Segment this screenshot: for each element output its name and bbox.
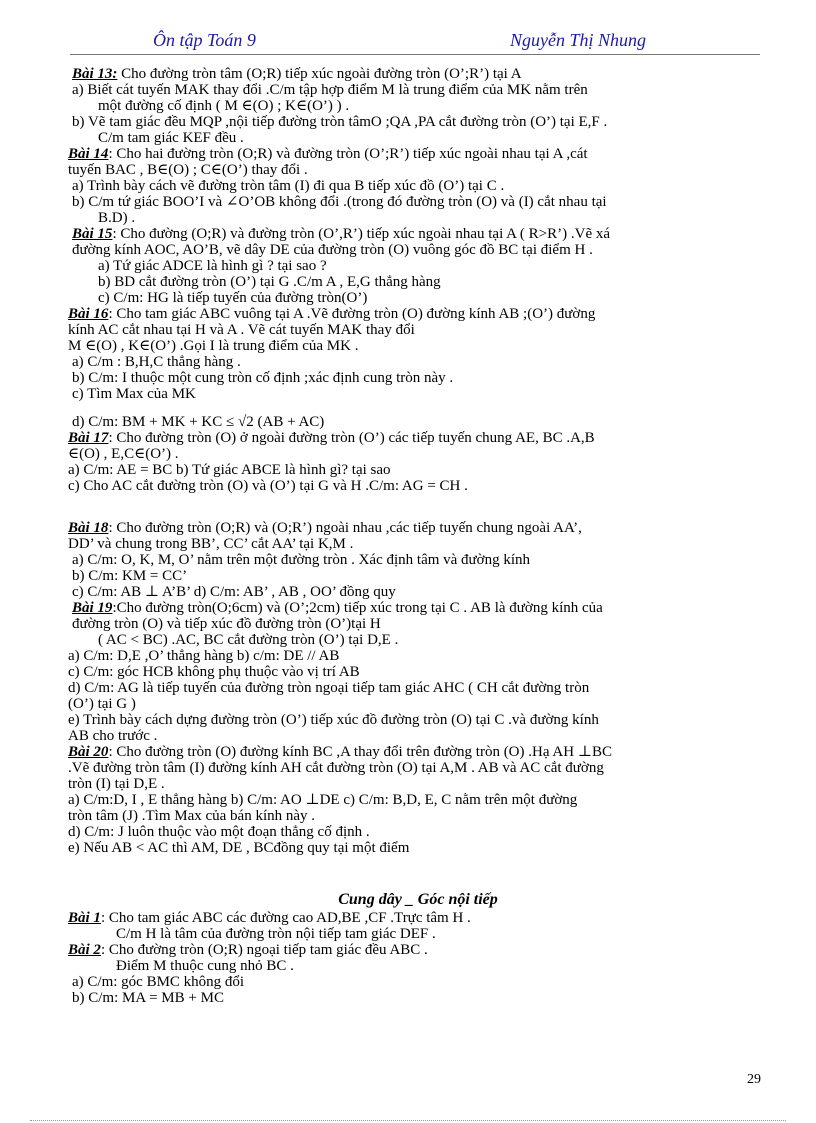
text-line <box>68 242 768 258</box>
header-rule <box>70 54 760 55</box>
exercise-heading <box>68 600 768 616</box>
line-text: :Cho đường tròn(O;6cm) và (O’;2cm) tiếp xúc trong tại C . AB là đường kính của <box>112 600 603 616</box>
line-text: b) C/m tứ giác BOO’I và ∠O’OB không đổi .(trong đó đường tròn (O) và (I) cắt nhau tại <box>72 194 607 210</box>
line-text: đường kính AOC, AO’B, vẽ dây DE của đường tròn (O) vuông góc đồ BC tại điểm H . <box>72 242 593 258</box>
line-text: tròn tâm (J) .Tìm Max của bán kính này . <box>68 808 316 824</box>
exercise-heading <box>68 226 768 242</box>
exercise-label: Bài 15 <box>72 226 113 242</box>
line-text: a) Trình bày cách vẽ đường tròn tâm (I) đi qua B tiếp xúc đồ (O’) tại C . <box>72 178 505 194</box>
text-line <box>68 258 768 274</box>
line-text: a) Tứ giác ADCE là hình gì ? tại sao ? <box>98 258 327 274</box>
line-text: a) C/m: góc BMC không đổi <box>72 974 245 990</box>
line-text: : Cho tam giác ABC các đường cao AD,BE ,CF .Trực tâm H . <box>100 910 471 926</box>
text-line <box>68 552 768 568</box>
text-line <box>68 696 768 712</box>
exercise-label: Bài 18 <box>68 520 109 536</box>
text-line <box>68 664 768 680</box>
exercise-block <box>68 66 768 856</box>
text-line <box>68 446 768 462</box>
exercise-label: Bài 14 <box>68 146 109 162</box>
line-text: b) C/m: I thuộc một cung tròn cố định ;xác định cung tròn này . <box>72 370 454 386</box>
line-text: Cho đường tròn tâm (O;R) tiếp xúc ngoài đường tròn (O’;R’) tại A <box>117 66 522 82</box>
exercise-heading <box>68 146 768 162</box>
page-header <box>0 30 816 54</box>
text-line <box>68 478 768 494</box>
line-text: a) C/m : B,H,C thẳng hàng . <box>72 354 241 370</box>
exercise-block-2 <box>68 910 768 1006</box>
line-text: : Cho đường (O;R) và đường tròn (O’,R’) tiếp xúc ngoài nhau tại A ( R>R’) .Vẽ xá <box>112 226 611 242</box>
text-line <box>68 990 768 1006</box>
exercise-label: Bài 20 <box>68 744 109 760</box>
line-text: đường tròn (O) và tiếp xúc đồ đường tròn (O’)tại H <box>72 616 381 632</box>
line-text: b) Vẽ tam giác đều MQP ,nội tiếp đường tròn tâmO ;QA ,PA cắt đường tròn (O’) tại E,F . <box>72 114 608 130</box>
text-line <box>68 584 768 600</box>
line-gap <box>68 494 768 520</box>
line-text: b) C/m: KM = CC’ <box>72 568 188 584</box>
line-text: : Cho đường tròn (O) đường kính BC ,A thay đổi trên đường tròn (O) .Hạ AH ⊥BC <box>108 744 612 760</box>
text-line <box>68 728 768 744</box>
line-text: : Cho đường tròn (O;R) ngoại tiếp tam giác đều ABC . <box>100 942 428 958</box>
line-text: c) Tìm Max của MK <box>72 386 196 402</box>
text-line <box>68 338 768 354</box>
line-text: a) C/m: O, K, M, O’ nằm trên một đường tròn . Xác định tâm và đường kính <box>72 552 531 568</box>
line-text: b) C/m: MA = MB + MC <box>72 990 224 1006</box>
header-left-title: Ôn tập Toán 9 <box>153 30 256 50</box>
document-body <box>68 66 768 1006</box>
line-text: tròn (I) tại D,E . <box>68 776 165 792</box>
text-line <box>68 98 768 114</box>
text-line <box>68 414 768 430</box>
line-text: e) Trình bày cách dựng đường tròn (O’) tiếp xúc đồ đường tròn (O) tại C .và đường kính <box>68 712 599 728</box>
line-text: : Cho tam giác ABC vuông tại A .Vẽ đường tròn (O) đường kính AB ;(O’) đường <box>108 306 596 322</box>
text-line <box>68 462 768 478</box>
line-text: (O’) tại G ) <box>68 696 136 712</box>
text-line <box>68 648 768 664</box>
line-text: M ∈(O) , K∈(O’) .Gọi I là trung điểm của MK . <box>68 338 359 354</box>
text-line <box>68 210 768 226</box>
line-text: c) C/m: AB ⊥ A’B’ d) C/m: AB’ , AB , OO’ đồng quy <box>72 584 396 600</box>
text-line <box>68 354 768 370</box>
exercise-heading <box>68 942 768 958</box>
text-line <box>68 386 768 402</box>
exercise-label: Bài 19 <box>72 600 113 616</box>
exercise-label: Bài 13: <box>72 66 118 82</box>
text-line <box>68 274 768 290</box>
line-text: : Cho đường tròn (O;R) và (O;R’) ngoài nhau ,các tiếp tuyến chung ngoài AA’, <box>108 520 582 536</box>
line-text: a) Biết cát tuyến MAK thay đổi .C/m tập hợp điểm M là trung điểm của MK nằm trên <box>72 82 588 98</box>
line-text: a) C/m: D,E ,O’ thẳng hàng b) c/m: DE // AB <box>68 648 340 664</box>
line-text: a) C/m: AE = BC b) Tứ giác ABCE là hình gì? tại sao <box>68 462 391 478</box>
text-line <box>68 958 768 974</box>
text-line <box>68 632 768 648</box>
line-text: C/m tam giác KEF đều . <box>98 130 244 146</box>
exercise-heading <box>68 306 768 322</box>
header-author: Nguyễn Thị Nhung <box>510 30 647 50</box>
line-text: a) C/m:D, I , E thẳng hàng b) C/m: AO ⊥DE c) C/m: B,D, E, C nằm trên một đường <box>68 792 578 808</box>
text-line <box>68 840 768 856</box>
line-text: c) C/m: góc HCB không phụ thuộc vào vị trí AB <box>68 664 360 680</box>
exercise-heading <box>68 744 768 760</box>
line-text: kính AC cắt nhau tại H và A . Vẽ cát tuyến MAK thay đổi <box>68 322 415 338</box>
line-text: .Vẽ đường tròn tâm (I) đường kính AH cắt đường tròn (O) tại A,M . AB và AC cắt đường <box>68 760 604 776</box>
text-line <box>68 792 768 808</box>
text-line <box>68 178 768 194</box>
line-text: một đường cố định ( M ∈(O) ; K∈(O’) ) . <box>98 98 350 114</box>
text-line <box>68 974 768 990</box>
line-text: ( AC < BC) .AC, BC cắt đường tròn (O’) tại D,E . <box>98 632 399 648</box>
text-line <box>68 680 768 696</box>
text-line <box>68 926 768 942</box>
text-line <box>68 616 768 632</box>
exercise-heading <box>68 520 768 536</box>
line-text: AB cho trước . <box>68 728 158 744</box>
exercise-label: Bài 16 <box>68 306 109 322</box>
exercise-heading <box>68 66 768 82</box>
text-line <box>68 82 768 98</box>
exercise-label: Bài 17 <box>68 430 109 446</box>
line-text: b) BD cắt đường tròn (O’) tại G .C/m A , E,G thẳng hàng <box>98 274 441 290</box>
line-text: : Cho hai đường tròn (O;R) và đường tròn (O’;R’) tiếp xúc ngoài nhau tại A ,cát <box>108 146 588 162</box>
exercise-label: Bài 2 <box>68 942 101 958</box>
text-line <box>68 290 768 306</box>
text-line <box>68 776 768 792</box>
footer-rule <box>30 1120 786 1121</box>
text-line <box>68 130 768 146</box>
line-text: d) C/m: BM + MK + KC ≤ √2 (AB + AC) <box>72 414 325 430</box>
text-line <box>68 162 768 178</box>
text-line <box>68 370 768 386</box>
line-text: c) Cho AC cắt đường tròn (O) và (O’) tại G và H .C/m: AG = CH . <box>68 478 468 494</box>
text-line <box>68 808 768 824</box>
text-line <box>68 114 768 130</box>
exercise-heading <box>68 430 768 446</box>
text-line <box>68 194 768 210</box>
text-line <box>68 760 768 776</box>
line-text: ∈(O) , E,C∈(O’) . <box>68 446 179 462</box>
text-line <box>68 568 768 584</box>
text-line <box>68 712 768 728</box>
text-line <box>68 824 768 840</box>
line-text: DD’ và chung trong BB’, CC’ cắt AA’ tại K,M . <box>68 536 354 552</box>
text-line <box>68 536 768 552</box>
text-line <box>68 322 768 338</box>
page-number: 29 <box>747 1072 761 1087</box>
line-text: Điểm M thuộc cung nhỏ BC . <box>116 958 294 974</box>
line-text: C/m H là tâm của đường tròn nội tiếp tam giác DEF . <box>116 926 436 942</box>
line-text: d) C/m: AG là tiếp tuyến của đường tròn ngoại tiếp tam giác AHC ( CH cắt đường tròn <box>68 680 590 696</box>
line-gap <box>68 402 768 414</box>
exercise-label: Bài 1 <box>68 910 101 926</box>
line-text: d) C/m: J luôn thuộc vào một đoạn thẳng cố định . <box>68 824 370 840</box>
line-text: tuyến BAC , B∈(O) ; C∈(O’) thay đổi . <box>68 162 308 178</box>
exercise-heading <box>68 910 768 926</box>
line-text: c) C/m: HG là tiếp tuyến của đường tròn(O’) <box>98 290 368 306</box>
line-text: B.D) . <box>98 210 136 226</box>
section-title: Cung dây _ Góc nội tiếp <box>338 891 498 908</box>
line-text: : Cho đường tròn (O) ở ngoài đường tròn (O’) các tiếp tuyến chung AE, BC .A,B <box>108 430 595 446</box>
line-text: e) Nếu AB < AC thì AM, DE , BCđồng quy tại một điểm <box>68 840 410 856</box>
